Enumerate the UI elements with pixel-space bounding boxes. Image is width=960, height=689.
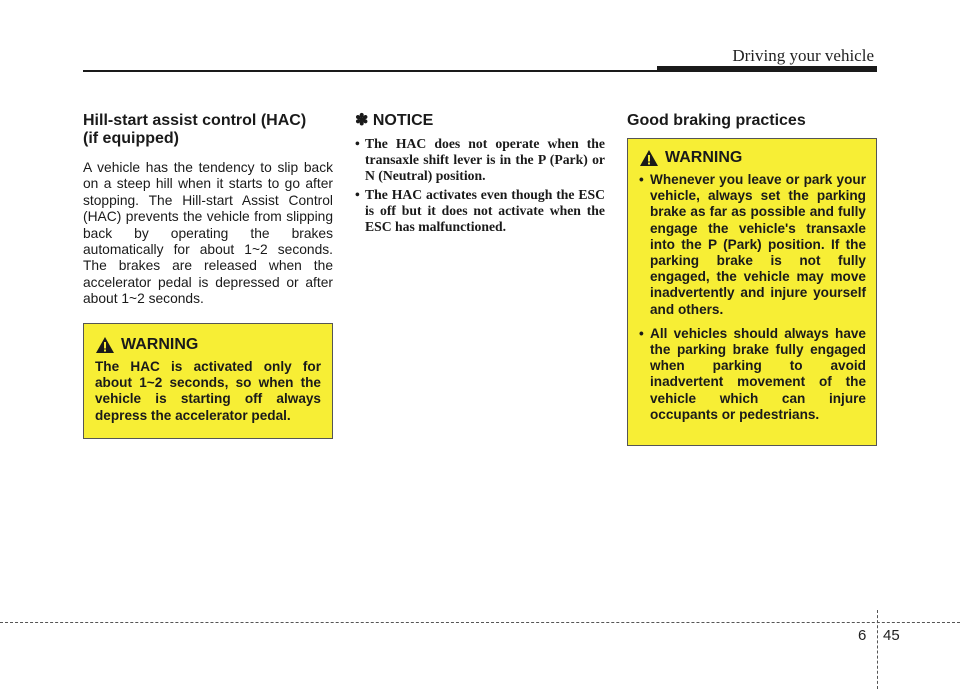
page-number: 45: [883, 627, 900, 644]
chapter-number: 6: [858, 627, 867, 644]
warning-triangle-icon: [95, 336, 115, 354]
notice-item-text: The HAC activates even though the ESC is off but it does not activate when the ESC has malfunctioned.: [365, 186, 605, 235]
footer-divider: [877, 610, 878, 689]
header-title: Driving your vehicle: [732, 46, 874, 65]
hac-warning-label: WARNING: [121, 336, 199, 353]
hac-heading-line2: (if equipped): [83, 130, 179, 147]
notice-heading: [355, 112, 605, 130]
braking-warning-list: [639, 172, 866, 423]
notice-item: [355, 136, 605, 185]
header-rule-accent: [657, 66, 877, 72]
notice-title: NOTICE: [372, 112, 434, 129]
hac-warning-box: [83, 323, 333, 439]
notice-item-text: The HAC does not operate when the transaxle shift lever is in the P (Park) or N (Neutral) position.: [365, 136, 605, 184]
bullet-icon: •: [639, 172, 644, 187]
column-braking: [627, 112, 877, 446]
hac-paragraph: A vehicle has the tendency to slip back on a steep hill when it starts to go after stopping. The Hill-start Assist Control (HAC) prevents the vehicle from slipping back by operating the brakes automatically for about 1~2 seconds. The brakes are released when the accelerator pedal is depressed or after about 1~2 seconds.: [83, 160, 333, 307]
braking-warning-item-text: All vehicles should always have the parking brake fully engaged when parking to avoid inadvertent movement of the vehicle which can injure occupants or pedestrians.: [650, 325, 866, 422]
hac-warning-text: The HAC is activated only for about 1~2 seconds, so when the vehicle is starting off always depress the accelerator pedal.: [95, 359, 321, 423]
footer-rule: [0, 622, 960, 623]
column-notice: [355, 112, 605, 237]
hac-heading: [83, 112, 333, 148]
braking-warning-title: [639, 149, 866, 167]
notice-symbol-icon: ✽: [355, 112, 369, 129]
braking-heading: Good braking practices: [627, 112, 806, 129]
notice-item: [355, 187, 605, 236]
bullet-icon: •: [639, 325, 644, 341]
column-hac: [83, 112, 333, 442]
bullet-icon: •: [355, 186, 360, 202]
hac-heading-line1: Hill-start assist control (HAC): [83, 112, 307, 129]
notice-list: [355, 136, 605, 235]
braking-warning-item-text: Whenever you leave or park your vehicle, always set the parking brake as far as possible and fully engage the vehicle's transaxle into the P (Park) position. If the parking brake is not fully engaged, the vehicle may move inadvertently and injure yourself and others.: [650, 172, 866, 317]
braking-warning-label: WARNING: [665, 149, 743, 166]
braking-warning-item: [639, 172, 866, 318]
bullet-icon: •: [355, 136, 360, 151]
hac-warning-title: [95, 336, 321, 354]
warning-triangle-icon: [639, 149, 659, 167]
braking-warning-box: [627, 138, 877, 446]
braking-warning-item: [639, 326, 866, 423]
